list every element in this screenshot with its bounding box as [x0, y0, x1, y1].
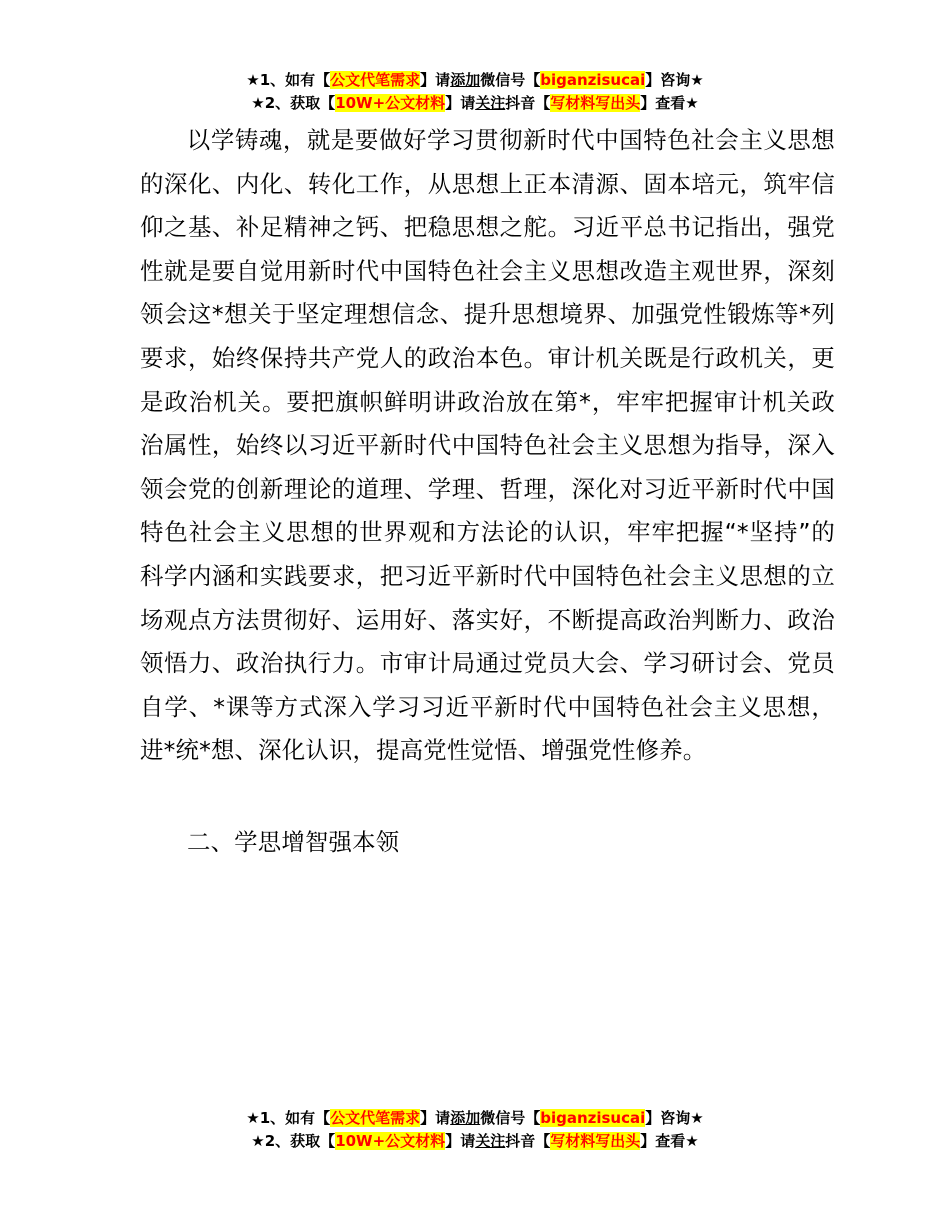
footer-line-1-highlight-wechat-id: biganzisucai [540, 1109, 646, 1127]
footer-line-2 [0, 1130, 950, 1153]
footer-line-1-middle-2: 微信号【 [480, 1109, 541, 1127]
footer-line-1-middle: 】请 [420, 1109, 451, 1127]
header-line-1-middle-2: 微信号【 [480, 71, 541, 89]
header-line-2-middle: 】请 [445, 94, 476, 112]
header-line-1-middle: 】请 [420, 71, 451, 89]
header-line-2-highlight-account: 写材料写出头 [550, 94, 641, 112]
header-line-1-suffix: 】咨询★ [645, 71, 704, 89]
header-line-1-highlight-service: 公文代笔需求 [330, 71, 421, 89]
header-line-2-suffix: 】查看★ [640, 94, 699, 112]
header-line-1 [0, 69, 950, 92]
header-line-2-underlined: 关注 [475, 94, 506, 112]
footer-line-2-middle-2: 抖音【 [505, 1132, 551, 1150]
header-line-2-middle-2: 抖音【 [505, 94, 551, 112]
header-line-2-prefix: ★2、获取【 [251, 94, 336, 112]
footer-line-2-middle: 】请 [445, 1132, 476, 1150]
footer-line-1-suffix: 】咨询★ [645, 1109, 704, 1127]
footer-line-2-highlight-materials: 10W+公文材料 [335, 1132, 446, 1150]
footer-line-1 [0, 1107, 950, 1130]
header-line-1-highlight-wechat-id: biganzisucai [540, 71, 646, 89]
footer-line-2-highlight-account: 写材料写出头 [550, 1132, 641, 1150]
header-line-1-prefix: ★1、如有【 [246, 71, 331, 89]
header-banner [0, 69, 950, 115]
footer-line-1-underlined: 添加 [450, 1109, 481, 1127]
footer-line-2-suffix: 】查看★ [640, 1132, 699, 1150]
footer-line-1-prefix: ★1、如有【 [246, 1109, 331, 1127]
footer-line-2-prefix: ★2、获取【 [251, 1132, 336, 1150]
section-heading: 二、学思增智强本领 [187, 828, 400, 856]
header-line-1-underlined: 添加 [450, 71, 481, 89]
footer-line-2-underlined: 关注 [475, 1132, 506, 1150]
footer-banner [0, 1107, 950, 1153]
body-paragraph: 以学铸魂，就是要做好学习贯彻新时代中国特色社会主义思想的深化、内化、转化工作，从思想上正本清源、固本培元，筑牢信仰之基、补足精神之钙、把稳思想之舵。习近平总书记指出，强党性就是要自觉用新时代中国特色社会主义思想改造主观世界，深刻领会这*想关于坚定理想信念、提升思想境界、加强党性锻炼等*列要求，始终保持共产党人的政治本色。审计机关既是行政机关，更是政治机关。要把旗帜鲜明讲政治放在第*，牢牢把握审计机关政治属性，始终以习近平新时代中国特色社会主义思想为指导，深入领会党的创新理论的道理、学理、哲理，深化对习近平新时代中国特色社会主义思想的世界观和方法论的认识，牢牢把握“*坚持”的科学内涵和实践要求，把习近平新时代中国特色社会主义思想的立场观点方法贯彻好、运用好、落实好，不断提高政治判断力、政治领悟力、政治执行力。市审计局通过党员大会、学习研讨会、党员自学、*课等方式深入学习习近平新时代中国特色社会主义思想，进*统*想、深化认识，提高党性觉悟、增强党性修养。 [140, 126, 835, 765]
header-line-2 [0, 92, 950, 115]
header-line-2-highlight-materials: 10W+公文材料 [335, 94, 446, 112]
footer-line-1-highlight-service: 公文代笔需求 [330, 1109, 421, 1127]
document-body [140, 119, 835, 773]
